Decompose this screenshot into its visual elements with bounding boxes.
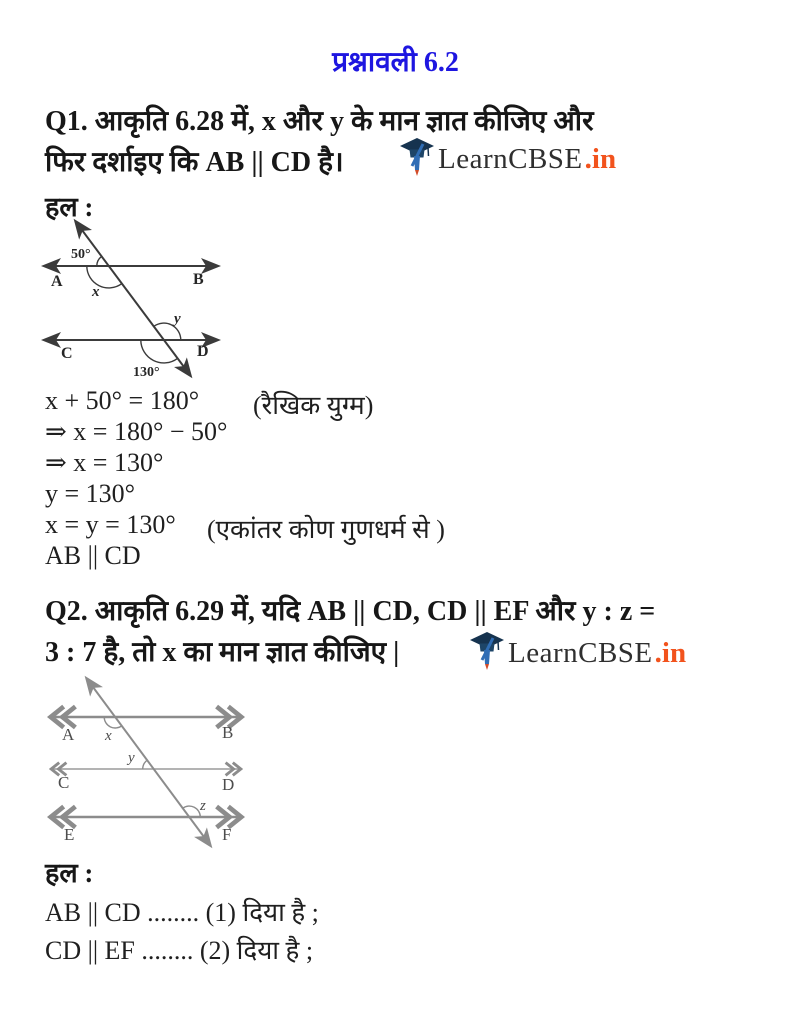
q1-step-1: x + 50° = 180°: [45, 386, 200, 415]
learncbse-brand-text: LearnCBSE: [508, 637, 653, 669]
figure1-point-b-label: B: [193, 271, 204, 288]
figure2-point-a-label: A: [62, 725, 75, 744]
figure2-point-d-label: D: [222, 775, 235, 794]
learncbse-tld-text: .in: [654, 637, 687, 669]
figure2-transversal: [87, 679, 210, 845]
q2-text-line2: 3 : 7 है, तो x का मान ज्ञात कीजिए |: [45, 637, 400, 668]
figure1-point-a-label: A: [51, 273, 63, 290]
figure1-point-d-label: D: [197, 343, 209, 360]
q2-text-line1: Q2. आकृति 6.29 में, यदि AB || CD, CD || EF और y : z =: [45, 596, 656, 627]
q2-given-line-1: AB || CD ........ (1) दिया है ;: [45, 898, 319, 927]
figure-6-28: [35, 218, 285, 388]
q1-text-line2: फिर दर्शाइए कि AB || CD है।: [45, 147, 344, 178]
figure2-angle-x-label: x: [105, 728, 112, 744]
learncbse-cap-icon: [398, 136, 436, 183]
q1-step-6: AB || CD: [45, 541, 141, 570]
figure1-arc-50: [97, 256, 102, 266]
q2-given-line-2: CD || EF ........ (2) दिया है ;: [45, 936, 314, 965]
figure2-angle-z-label: z: [200, 798, 206, 814]
q1-step-1-note: (रैखिक युग्म): [253, 391, 374, 420]
page-title: प्रश्नावली 6.2: [332, 47, 459, 78]
q1-step-4: y = 130°: [45, 479, 136, 508]
figure1-point-c-label: C: [61, 345, 73, 362]
figure1-angle-50-label: 50°: [71, 247, 91, 262]
learncbse-logo: [468, 630, 686, 677]
q2-solution-label: हल :: [45, 858, 94, 888]
figure1-angle-130-label: 130°: [133, 365, 160, 380]
q1-step-2: ⇒ x = 180° − 50°: [45, 417, 228, 446]
q1-solution-label: हल :: [45, 192, 94, 222]
learncbse-logo: [398, 136, 616, 183]
q1-step-3: ⇒ x = 130°: [45, 448, 164, 477]
figure2-point-c-label: C: [58, 773, 70, 792]
learncbse-brand-text: LearnCBSE: [438, 143, 583, 175]
q1-step-5: x = y = 130°: [45, 510, 176, 539]
q1-text-line1: Q1. आकृति 6.28 में, x और y के मान ज्ञात कीजिए और: [45, 106, 594, 137]
q1-step-5-note: (एकांतर कोण गुणधर्म से ): [207, 515, 445, 544]
figure2-angle-y-label: y: [128, 750, 135, 766]
figure2-point-f-label: F: [222, 825, 232, 844]
figure1-angle-x-label: x: [92, 284, 100, 300]
figure2-point-e-label: E: [64, 825, 75, 844]
figure2-point-b-label: B: [222, 723, 234, 742]
figure-6-29: [30, 672, 290, 857]
figure1-angle-y-label: y: [174, 311, 181, 327]
learncbse-cap-icon: [468, 630, 506, 677]
figure2-arc-y: [143, 760, 148, 769]
learncbse-tld-text: .in: [584, 143, 617, 175]
